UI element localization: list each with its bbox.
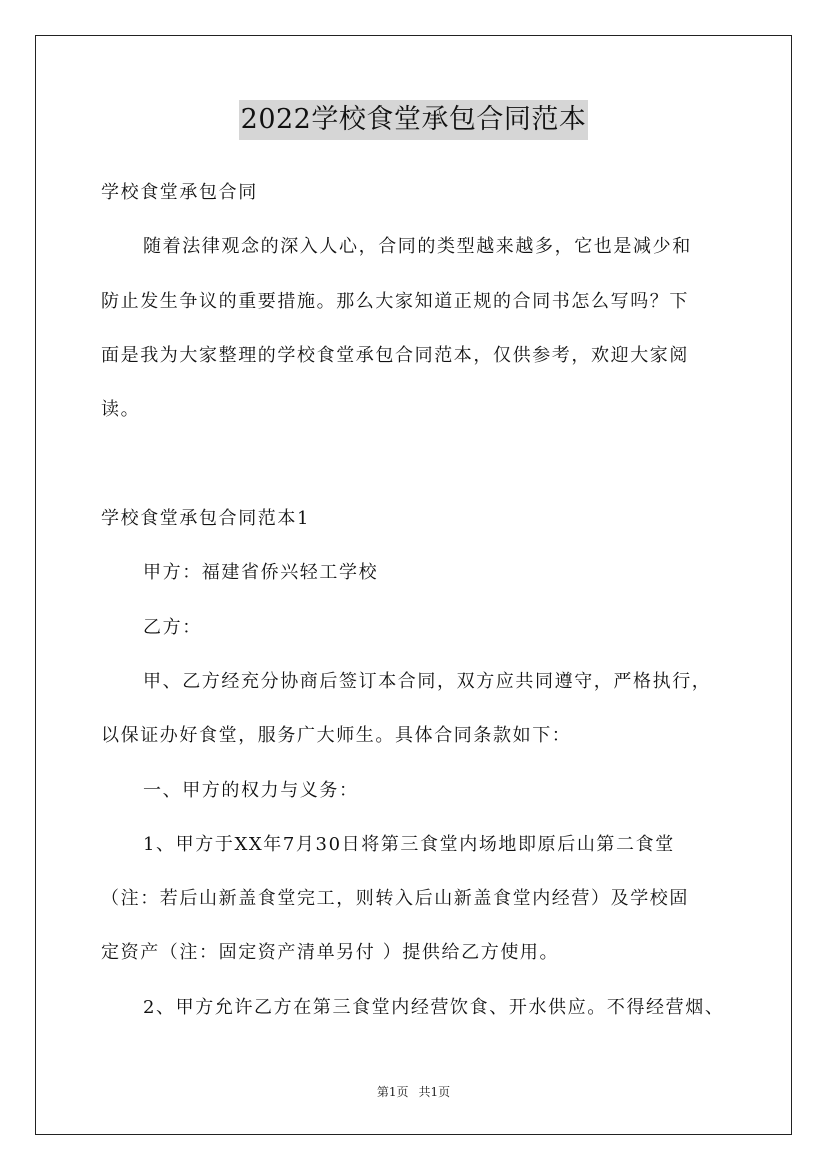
paragraph-line: 随着法律观念的深入人心，合同的类型越来越多，它也是减少和: [143, 236, 692, 257]
clause-heading: 一、甲方的权力与义务：: [143, 780, 359, 801]
paragraph-line: 以保证办好食堂，服务广大师生。具体合同条款如下：: [101, 725, 572, 746]
document-title: 2022学校食堂承包合同范本: [239, 100, 589, 140]
page-total: 共1页: [418, 1085, 451, 1099]
title-container: [0, 100, 827, 140]
paragraph-line: 读。: [101, 399, 141, 420]
section-heading: 学校食堂承包合同: [101, 182, 258, 203]
paragraph-line: 定资产（注：固定资产清单另付 ）提供给乙方使用。: [101, 942, 560, 963]
party-a-line: 甲方：福建省侨兴轻工学校: [143, 562, 379, 583]
paragraph-line: 面是我为大家整理的学校食堂承包合同范本，仅供参考，欢迎大家阅: [101, 345, 689, 366]
party-b-line: 乙方：: [143, 617, 202, 638]
paragraph-line: 防止发生争议的重要措施。那么大家知道正规的合同书怎么写吗？下: [101, 291, 689, 312]
paragraph-line: （注：若后山新盖食堂完工，则转入后山新盖食堂内经营）及学校固: [101, 888, 689, 909]
page-number: 第1页: [376, 1085, 409, 1099]
paragraph-line: 甲、乙方经充分协商后签订本合同，双方应共同遵守，严格执行，: [143, 671, 712, 692]
section-heading: 学校食堂承包合同范本1: [101, 508, 311, 529]
page-footer: [0, 1084, 827, 1100]
paragraph-line: 2、甲方允许乙方在第三食堂内经营饮食、开水供应。不得经营烟、: [143, 997, 725, 1018]
paragraph-line: 1、甲方于XX年7月30日将第三食堂内场地即原后山第二食堂: [143, 834, 675, 855]
